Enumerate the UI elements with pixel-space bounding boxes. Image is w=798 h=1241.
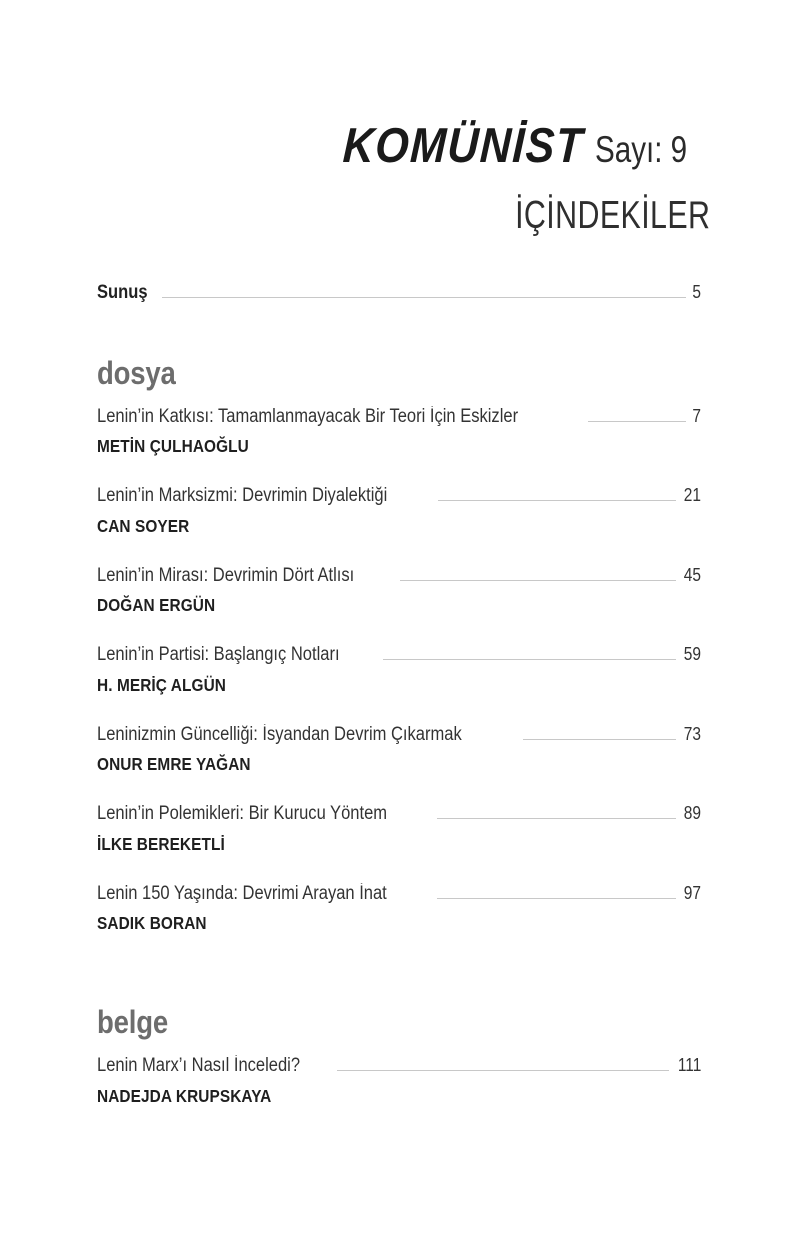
dot-leader xyxy=(438,500,676,501)
toc-entry-row xyxy=(97,566,701,587)
section-heading-dosya: dosya xyxy=(97,354,176,391)
entry-author: METİN ÇULHAOĞLU xyxy=(97,436,249,457)
toc-entry[interactable] xyxy=(97,486,701,537)
spacer xyxy=(97,934,701,1006)
toc-entry-sunus[interactable] xyxy=(97,283,701,304)
toc-entry[interactable] xyxy=(97,407,701,458)
entry-title: Lenin’in Marksizmi: Devrimin Diyalektiği xyxy=(97,485,388,507)
toc-entry-row xyxy=(97,804,701,825)
entry-title: Lenin Marx’ı Nasıl İnceledi? xyxy=(97,1055,301,1077)
entry-author: DOĞAN ERGÜN xyxy=(97,595,216,616)
contents-heading xyxy=(97,196,710,235)
dot-leader xyxy=(162,297,686,298)
toc-entry[interactable] xyxy=(97,566,701,617)
toc-entry[interactable] xyxy=(97,1056,701,1107)
toc-entry-row xyxy=(97,486,701,507)
dot-leader xyxy=(437,818,676,819)
toc-entry[interactable] xyxy=(97,804,701,855)
entry-page-number: 5 xyxy=(692,282,701,302)
entry-title: Lenin’in Polemikleri: Bir Kurucu Yöntem xyxy=(97,803,388,825)
table-of-contents xyxy=(97,283,701,1107)
toc-entry-row xyxy=(97,283,701,304)
toc-entry-row xyxy=(97,725,701,746)
entry-page-number: 97 xyxy=(683,882,701,903)
entry-title: Lenin 150 Yaşında: Devrimi Arayan İnat xyxy=(97,882,387,904)
issue-number: Sayı: 9 xyxy=(594,129,687,170)
entry-title: Lenin’in Partisi: Başlangıç Notları xyxy=(97,644,340,666)
entry-author: H. MERİÇ ALGÜN xyxy=(97,674,226,695)
dot-leader xyxy=(523,739,676,740)
entry-author: SADIK BORAN xyxy=(97,913,207,934)
dot-leader xyxy=(383,659,676,660)
entry-title: Lenin’in Katkısı: Tamamlanmayacak Bir Teori İçin Eskizler xyxy=(97,405,519,427)
spacer xyxy=(97,389,701,407)
toc-entry-row xyxy=(97,407,701,428)
entry-page-number: 21 xyxy=(683,485,701,506)
dot-leader xyxy=(337,1070,668,1071)
contents-heading-text: İÇİNDEKİLER xyxy=(514,194,710,237)
entry-page-number: 111 xyxy=(677,1055,701,1076)
toc-entry[interactable] xyxy=(97,725,701,776)
journal-title: KOMÜNİST xyxy=(342,119,586,173)
dot-leader xyxy=(588,421,686,422)
entry-author: İLKE BEREKETLİ xyxy=(97,833,225,854)
entry-author: NADEJDA KRUPSKAYA xyxy=(97,1085,272,1106)
entry-author: ONUR EMRE YAĞAN xyxy=(97,754,251,775)
entry-page-number: 73 xyxy=(683,723,701,744)
toc-entry-row xyxy=(97,1056,701,1077)
entry-page-number: 59 xyxy=(683,644,701,665)
entry-page-number: 7 xyxy=(692,405,701,426)
entry-title: Leninizmin Güncelliği: İsyandan Devrim Çıkarmak xyxy=(97,723,462,745)
masthead xyxy=(97,119,710,173)
toc-entry-row xyxy=(97,884,701,905)
dot-leader xyxy=(400,580,676,581)
entry-title: Sunuş xyxy=(97,282,148,303)
entry-author: CAN SOYER xyxy=(97,515,190,536)
entry-page-number: 89 xyxy=(683,803,701,824)
toc-entry-row xyxy=(97,645,701,666)
dot-leader xyxy=(437,898,676,899)
spacer xyxy=(97,304,701,357)
entry-page-number: 45 xyxy=(683,564,701,585)
entry-title: Lenin’in Mirası: Devrimin Dört Atlısı xyxy=(97,564,355,586)
toc-entry[interactable] xyxy=(97,645,701,696)
toc-entry[interactable] xyxy=(97,884,701,935)
spacer xyxy=(97,1038,701,1056)
section-heading-belge: belge xyxy=(97,1004,169,1041)
